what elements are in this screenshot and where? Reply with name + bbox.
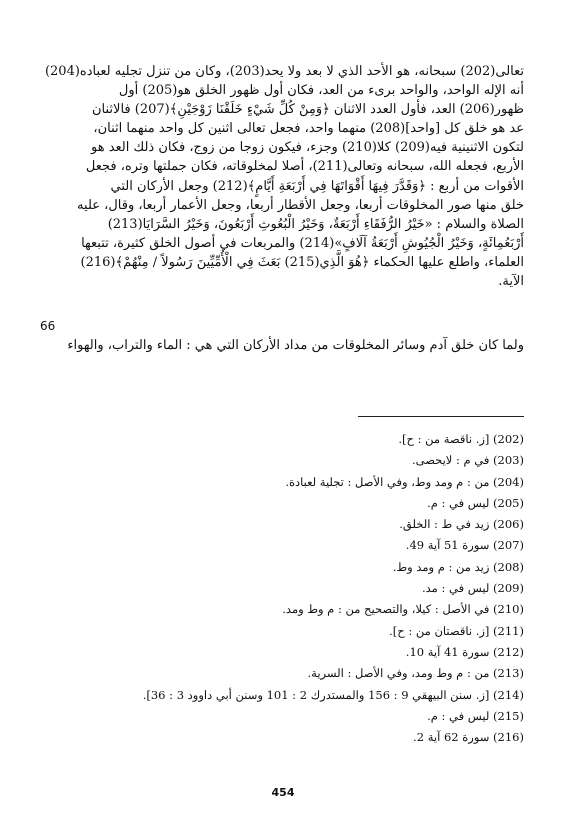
text-line: العلماء، واطلع عليها الحكماء ﴿هُوَ الَّذِي(215) بَعَثَ فِي الْأُمِّيِّينَ رَسُولاً / مِنْهُمْ﴾(216) bbox=[80, 254, 524, 270]
footnote: (212) سورة 41 آية 10. bbox=[405, 644, 524, 659]
footnote: (210) في الأصل : كيلا، والتصحيح من : م وط ومد. bbox=[282, 602, 524, 617]
text-line: خلق منها صور المخلوقات أربعا، وجعل الأقطار أربعا، وجعل الأعمار أربعا، وقال، عليه bbox=[77, 197, 524, 213]
manuscript-folio-number: 66 bbox=[40, 319, 56, 333]
footnotes-list bbox=[60, 429, 524, 748]
text-line: تعالى(202) سبحانه، هو الأحد الذي لا بعد ولا يحد(203)، وكان من تنزل تجليه لعباده(204) bbox=[44, 64, 524, 79]
text-line: الأقوات من أربع : ﴿وَقَدَّرَ فِيهَا أَقْوَاتَهَا فِي أَرْبَعَةِ أَيَّامٍ﴾(212) وجعل الأركان التي bbox=[110, 178, 524, 194]
footnote: (211) [ز. ناقصتان من : ح]. bbox=[389, 623, 524, 638]
footnote: (215) ليس في : م. bbox=[427, 708, 524, 723]
footnote: (208) زيد من : م ومد وط. bbox=[392, 559, 524, 574]
paragraph-second: ولما كان خلق آدم وسائر المخلوقات من مداد الأركان التي هي : الماء والتراب، والهواء bbox=[67, 338, 524, 353]
footnote: (214) [ز. سنن البيهقي 9 : 156 والمستدرك 2 : 101 وسنن أبي داوود 3 : 36]. bbox=[142, 687, 524, 702]
footnote-divider bbox=[358, 416, 524, 417]
footnote: (202) [ز. ناقصة من : ح]. bbox=[398, 432, 524, 446]
text-line: أَرْبَعُمِائَةٍ، وَخَيْرُ الْجُيُوشِ أَرْبَعَةُ آلَافٍ»(214) والمربعات في أصول الخلق كثيرة، تتبعها bbox=[81, 235, 524, 251]
page-number: 454 bbox=[271, 786, 295, 799]
main-text bbox=[44, 62, 524, 291]
text-line: أنه الإله الواحد، والواحد برىء من العد، فكان أول ظهور الخلق هو(205) أول bbox=[118, 83, 524, 99]
text-line: الآية. bbox=[498, 274, 524, 290]
text-line: لتكون الاثنينية فيه(209) كلا(210) وجزء، فيكون زوجا من زوج، فكان ذلك العد هو bbox=[90, 140, 524, 156]
footnote: (205) ليس في : م. bbox=[427, 495, 524, 510]
footnote: (203) في م : لايحصى. bbox=[411, 453, 524, 468]
text-line: عد هو خلق كل [واحد](208) منهما واحد، فجعل تعالى اثنين كل واحد منهما اثنان، bbox=[93, 121, 524, 137]
footnote: (213) من : م وط ومد، وفي الأصل : السرية. bbox=[307, 666, 524, 681]
footnote: (216) سورة 62 آية 2. bbox=[413, 730, 524, 745]
footnote: (206) زيد في ط : الخلق. bbox=[399, 517, 524, 532]
footnote: (207) سورة 51 آية 49. bbox=[405, 538, 524, 553]
text-line: الصلاة والسلام : «خَيْرُ الرُّفَقَاءِ أَرْبَعَةٌ، وَخَيْرُ الْبُعُوثِ أَرْبَعُونَ، وَخَيْرُ السَّرَايَا(213) bbox=[107, 216, 524, 232]
footnote: (204) من : م ومد وط، وفي الأصل : تجلية لعبادة. bbox=[285, 474, 524, 489]
footnote: (209) ليس في : مد. bbox=[421, 581, 524, 596]
text-line: الأربع، فجعله الله، سبحانه وتعالى(211)، أصلا لمخلوقاته، فكان جملتها وتره، فجعل bbox=[85, 159, 524, 175]
text-line: ظهور(206) العد، فأول العدد الاثنان ﴿وَمِنْ كُلِّ شَيْءٍ خَلَقْنَا زَوْجَيْنِ﴾(207) فالاثنان bbox=[92, 102, 524, 118]
